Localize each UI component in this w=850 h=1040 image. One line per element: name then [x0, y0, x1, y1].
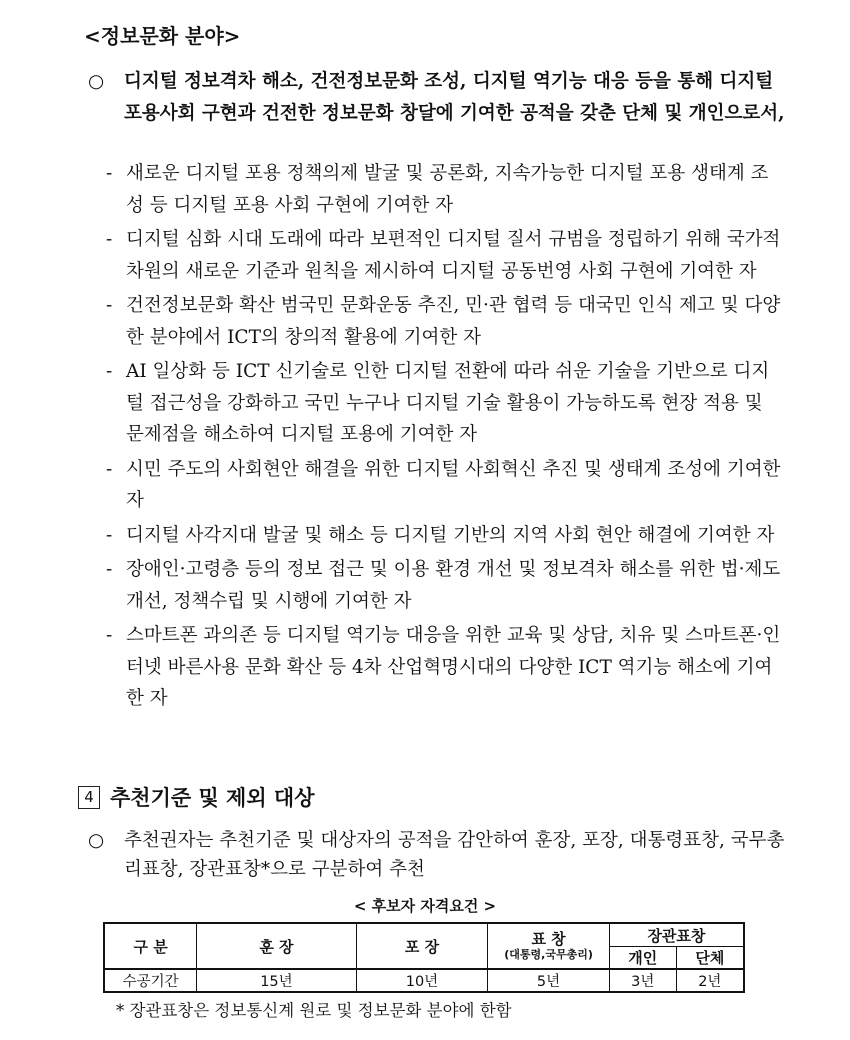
header-individual: 개인	[609, 947, 676, 970]
header-category: 구 분	[104, 923, 197, 969]
sub-item-text: 건전정보문화 확산 범국민 문화운동 추진, 민·관 협력 등 대국민 인식 제고 및 다양한 분야에서 ICT의 창의적 활용에 기여한 자	[126, 295, 781, 348]
list-item	[106, 520, 786, 552]
dash-bullet-icon: -	[106, 163, 113, 184]
qualification-table	[103, 922, 745, 993]
sub-item-text: 장애인·고령층 등의 정보 접근 및 이용 환경 개선 및 정보격차 해소를 위한 법·제도 개선, 정책수립 및 시행에 기여한 자	[126, 559, 781, 612]
list-item	[106, 224, 786, 287]
sub-item-text: 디지털 사각지대 발굴 및 해소 등 디지털 기반의 지역 사회 현안 해결에 기여한 자	[126, 524, 775, 546]
table-caption: < 후보자 자격요건 >	[353, 897, 497, 915]
list-item	[106, 356, 786, 451]
sub-item-text: 새로운 디지털 포용 정책의제 발굴 및 공론화, 지속가능한 디지털 포용 생태계 조성 등 디지털 포용 사회 구현에 기여한 자	[126, 163, 769, 216]
section-number-box: 4	[78, 786, 100, 809]
header-badge: 포 장	[356, 923, 488, 969]
list-item	[106, 158, 786, 221]
list-item	[106, 554, 786, 617]
header-minister: 장관표창	[609, 923, 744, 947]
dash-bullet-icon: -	[106, 524, 113, 546]
dash-bullet-icon: -	[106, 559, 113, 580]
list-item	[106, 454, 786, 517]
dash-bullet-icon: -	[106, 625, 113, 646]
header-citation-label: 표 창	[531, 929, 566, 948]
section-4-title: 추천기준 및 제외 대상	[110, 785, 315, 810]
table-row	[104, 969, 744, 992]
dash-bullet-icon: -	[106, 458, 113, 480]
dash-bullet-icon: -	[106, 229, 113, 250]
cell-medal: 15년	[197, 969, 356, 992]
header-medal: 훈 장	[197, 923, 356, 969]
cell-badge: 10년	[356, 969, 488, 992]
sub-item-text: 스마트폰 과의존 등 디지털 역기능 대응을 위한 교육 및 상담, 치유 및 스마트폰·인터넷 바른사용 문화 확산 등 4차 산업혁명시대의 다양한 ICT 역기능 해소에 기여한 자	[126, 625, 781, 709]
recommend-bullet	[88, 826, 788, 884]
sub-item-list	[106, 158, 786, 718]
sub-item-text: AI 일상화 등 ICT 신기술로 인한 디지털 전환에 따라 쉬운 기술을 기반으로 디지털 접근성을 강화하고 국민 누구나 디지털 기술 활용이 가능하도록 현장 적용 및 문제점을 해소하여 디지털 포용에 기여한 자	[126, 361, 770, 445]
section-header: <정보문화 분야>	[84, 24, 241, 48]
header-citation-sub: (대통령,국무총리)	[504, 947, 593, 961]
dash-bullet-icon: -	[106, 295, 113, 316]
circle-bullet-icon: ○	[88, 830, 105, 851]
section-4-heading	[78, 782, 315, 812]
dash-bullet-icon: -	[106, 361, 113, 382]
sub-item-text: 시민 주도의 사회현안 해결을 위한 디지털 사회혁신 추진 및 생태계 조성에 기여한 자	[126, 458, 781, 511]
sub-item-text: 디지털 심화 시대 도래에 따라 보편적인 디지털 질서 규범을 정립하기 위해 국가적 차원의 새로운 기준과 원칙을 제시하여 디지털 공동번영 사회 구현에 기여한 자	[126, 229, 781, 282]
main-bullet-text: 디지털 정보격차 해소, 건전정보문화 조성, 디지털 역기능 대응 등을 통해 디지털 포용사회 구현과 건전한 정보문화 창달에 기여한 공적을 갖춘 단체 및 개인으로서,	[124, 71, 785, 124]
recommend-bullet-text: 추천권자는 추천기준 및 대상자의 공적을 감안하여 훈장, 포장, 대통령표창, 국무총리표창, 장관표창*으로 구분하여 추천	[124, 830, 785, 880]
header-citation	[488, 923, 610, 969]
header-group: 단체	[676, 947, 744, 970]
cell-group: 2년	[676, 969, 744, 992]
circle-bullet-icon: ○	[88, 71, 105, 92]
list-item	[106, 290, 786, 353]
main-bullet	[88, 66, 788, 129]
list-item	[106, 620, 786, 715]
row-label: 수공기간	[104, 969, 197, 992]
cell-individual: 3년	[609, 969, 676, 992]
cell-citation: 5년	[488, 969, 610, 992]
footnote: * 장관표창은 정보통신계 원로 및 정보문화 분야에 한함	[116, 1001, 512, 1020]
